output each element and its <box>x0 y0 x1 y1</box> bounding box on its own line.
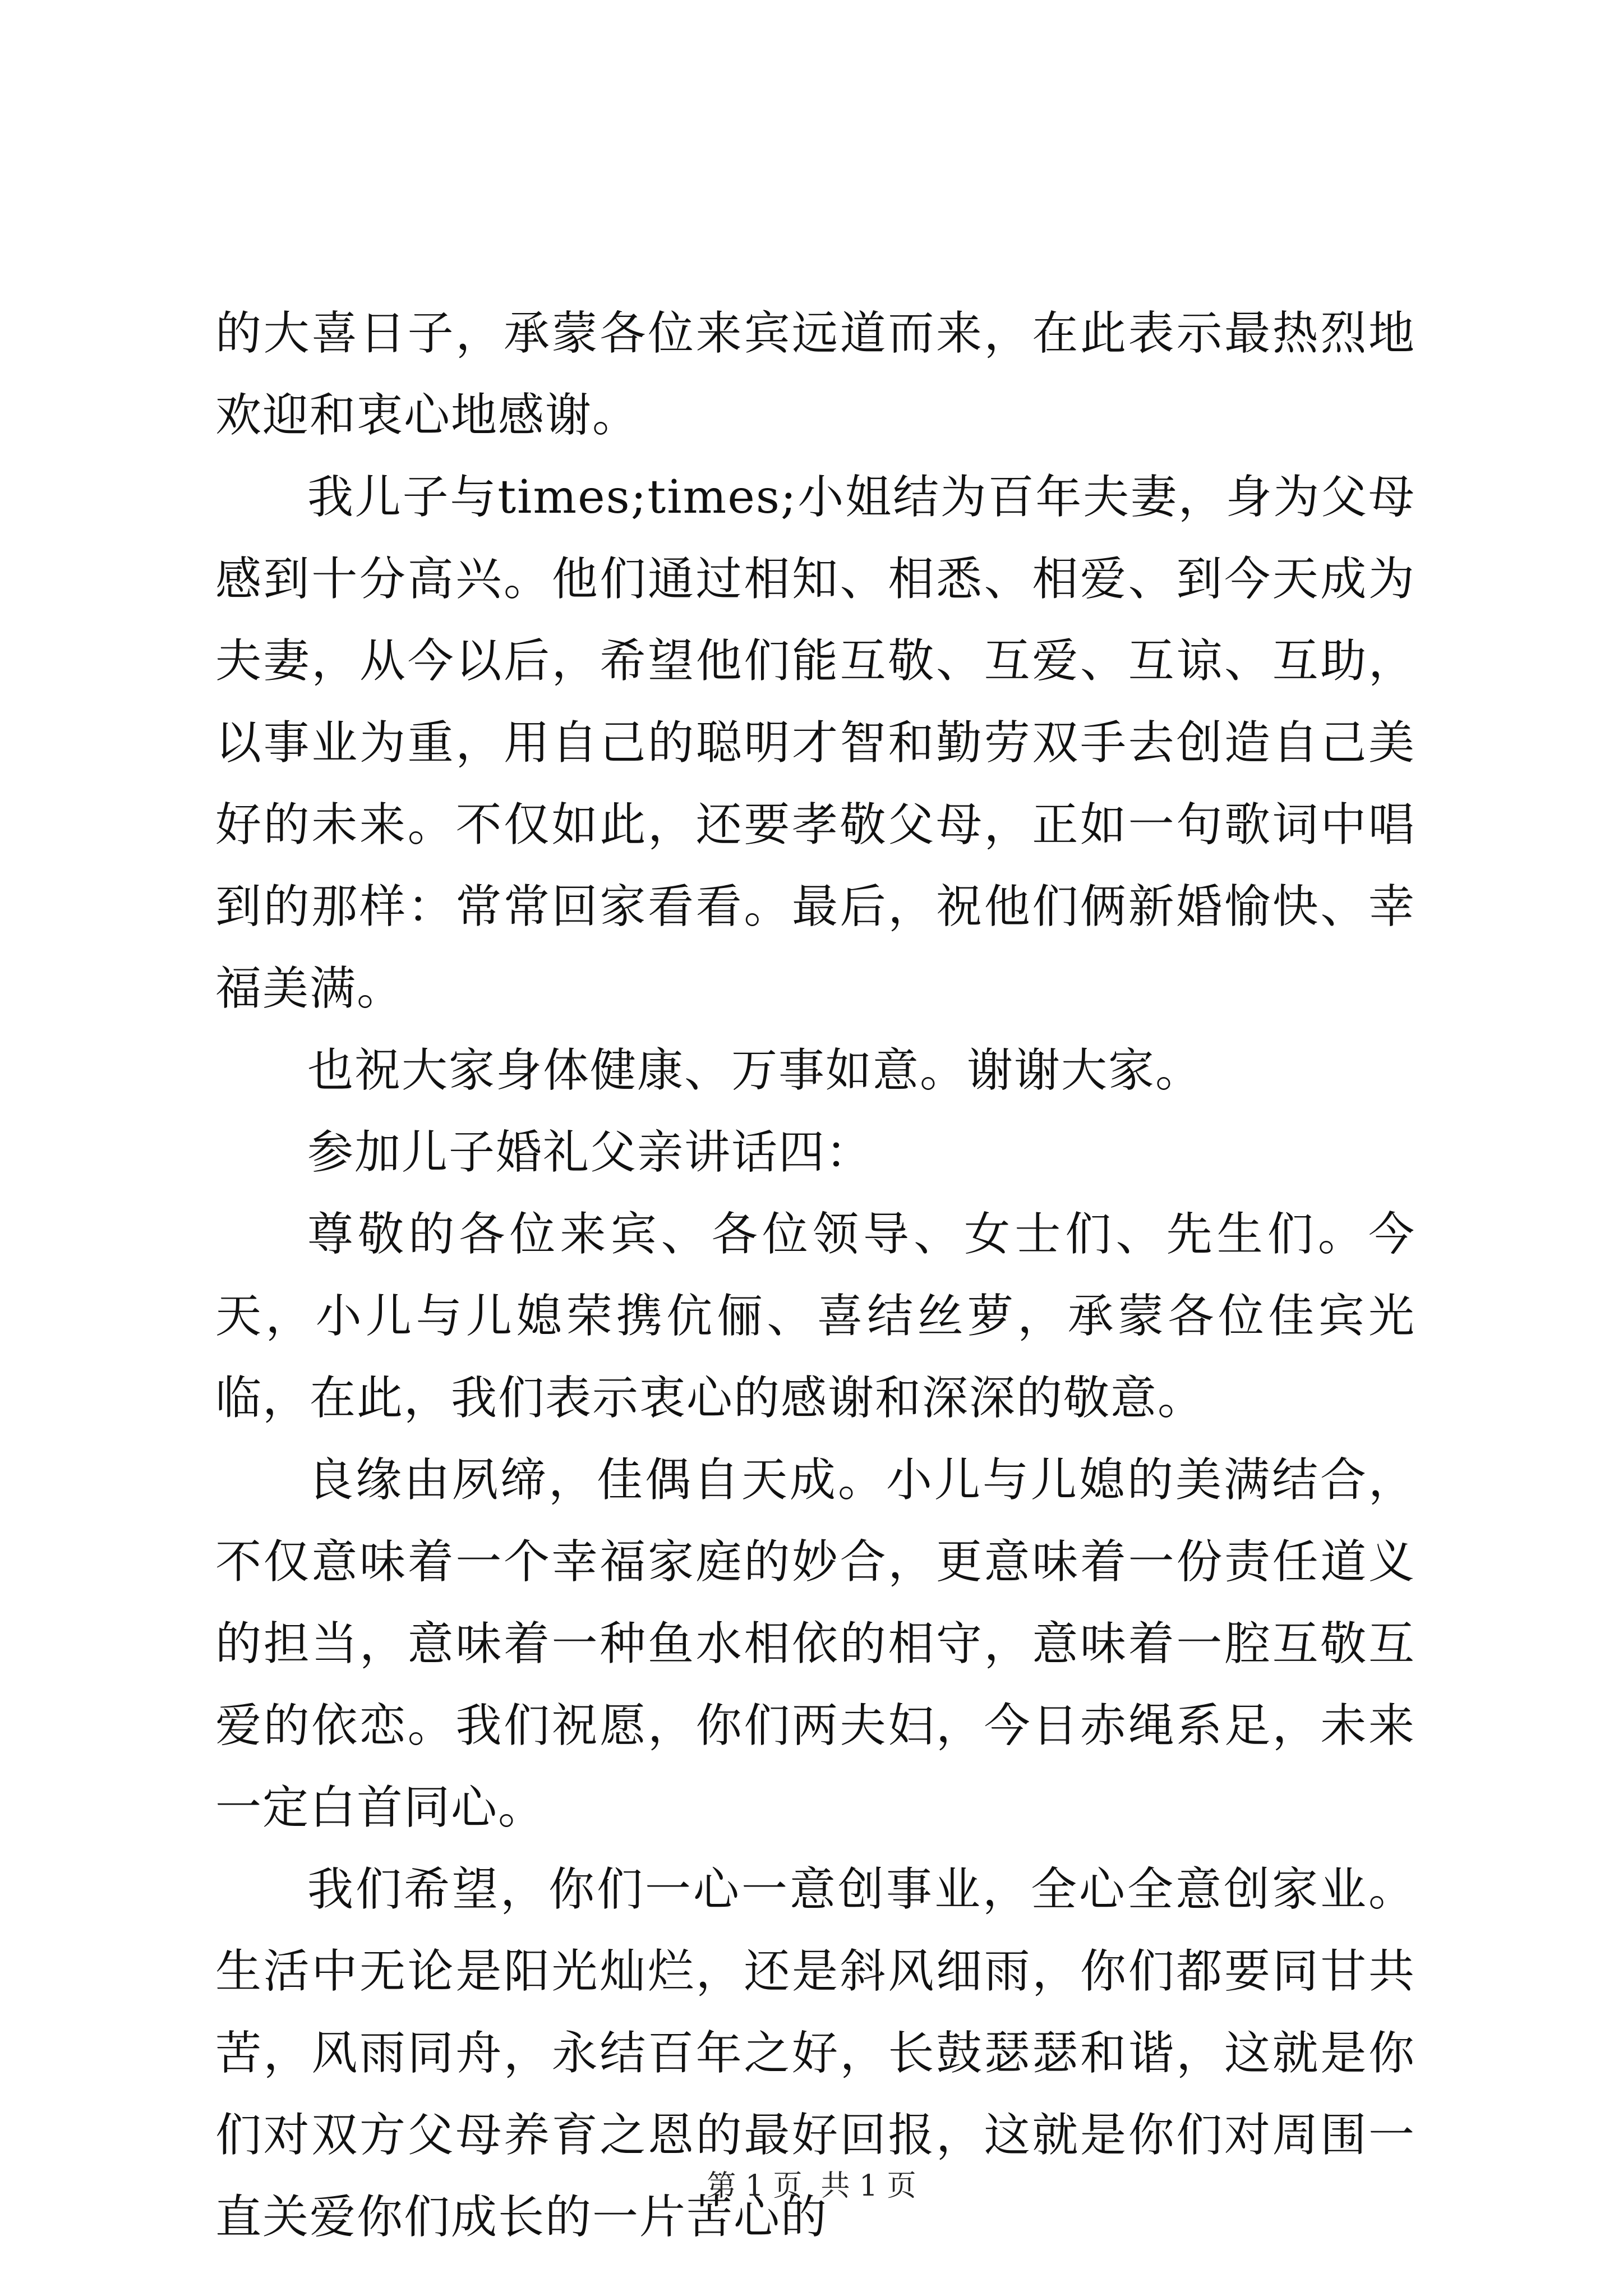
paragraph-6: 良缘由夙缔，佳偶自天成。小儿与儿媳的美满结合，不仅意味着一个幸福家庭的妙合，更意味着一份责任道义的担当，意味着一种鱼水相依的相守，意味着一腔互敬互爱的依恋。我们祝愿，你们两夫妇，今日赤绳系足，未来一定白首同心。 <box>215 1453 1415 1834</box>
page-number-label: 第 1 页 共 1 页 <box>707 2169 916 2203</box>
page-footer <box>0 2166 1623 2206</box>
paragraph-3: 也祝大家身体健康、万事如意。谢谢大家。 <box>307 1044 1203 1097</box>
paragraph-5: 尊敬的各位来宾、各位领导、女士们、先生们。今天，小儿与儿媳荣携伉俪、喜结丝萝，承蒙各位佳宾光临，在此，我们表示衷心的感谢和深深的敬意。 <box>215 1208 1415 1425</box>
document-body <box>215 293 1415 2258</box>
paragraph-7: 我们希望，你们一心一意创事业，全心全意创家业。生活中无论是阳光灿烂，还是斜风细雨，你们都要同甘共苦，风雨同舟，永结百年之好，长鼓瑟瑟和谐，这就是你们对双方父母养育之恩的最好回报，这就是你们对周围一直关爱你们成长的一片苦心的 <box>215 1863 1415 2244</box>
paragraph-2: 我儿子与times;times;小姐结为百年夫妻，身为父母感到十分高兴。他们通过相知、相悉、相爱、到今天成为夫妻，从今以后，希望他们能互敬、互爱、互谅、互助，以事业为重，用自己的聪明才智和勤劳双手去创造自己美好的未来。不仅如此，还要孝敬父母，正如一句歌词中唱到的那样：常常回家看看。最后，祝他们俩新婚愉快、幸福美满。 <box>215 471 1415 1015</box>
section-heading: 参加儿子婚礼父亲讲话四： <box>307 1126 873 1179</box>
paragraph-1: 的大喜日子，承蒙各位来宾远道而来，在此表示最热烈地欢迎和衷心地感谢。 <box>215 307 1415 442</box>
